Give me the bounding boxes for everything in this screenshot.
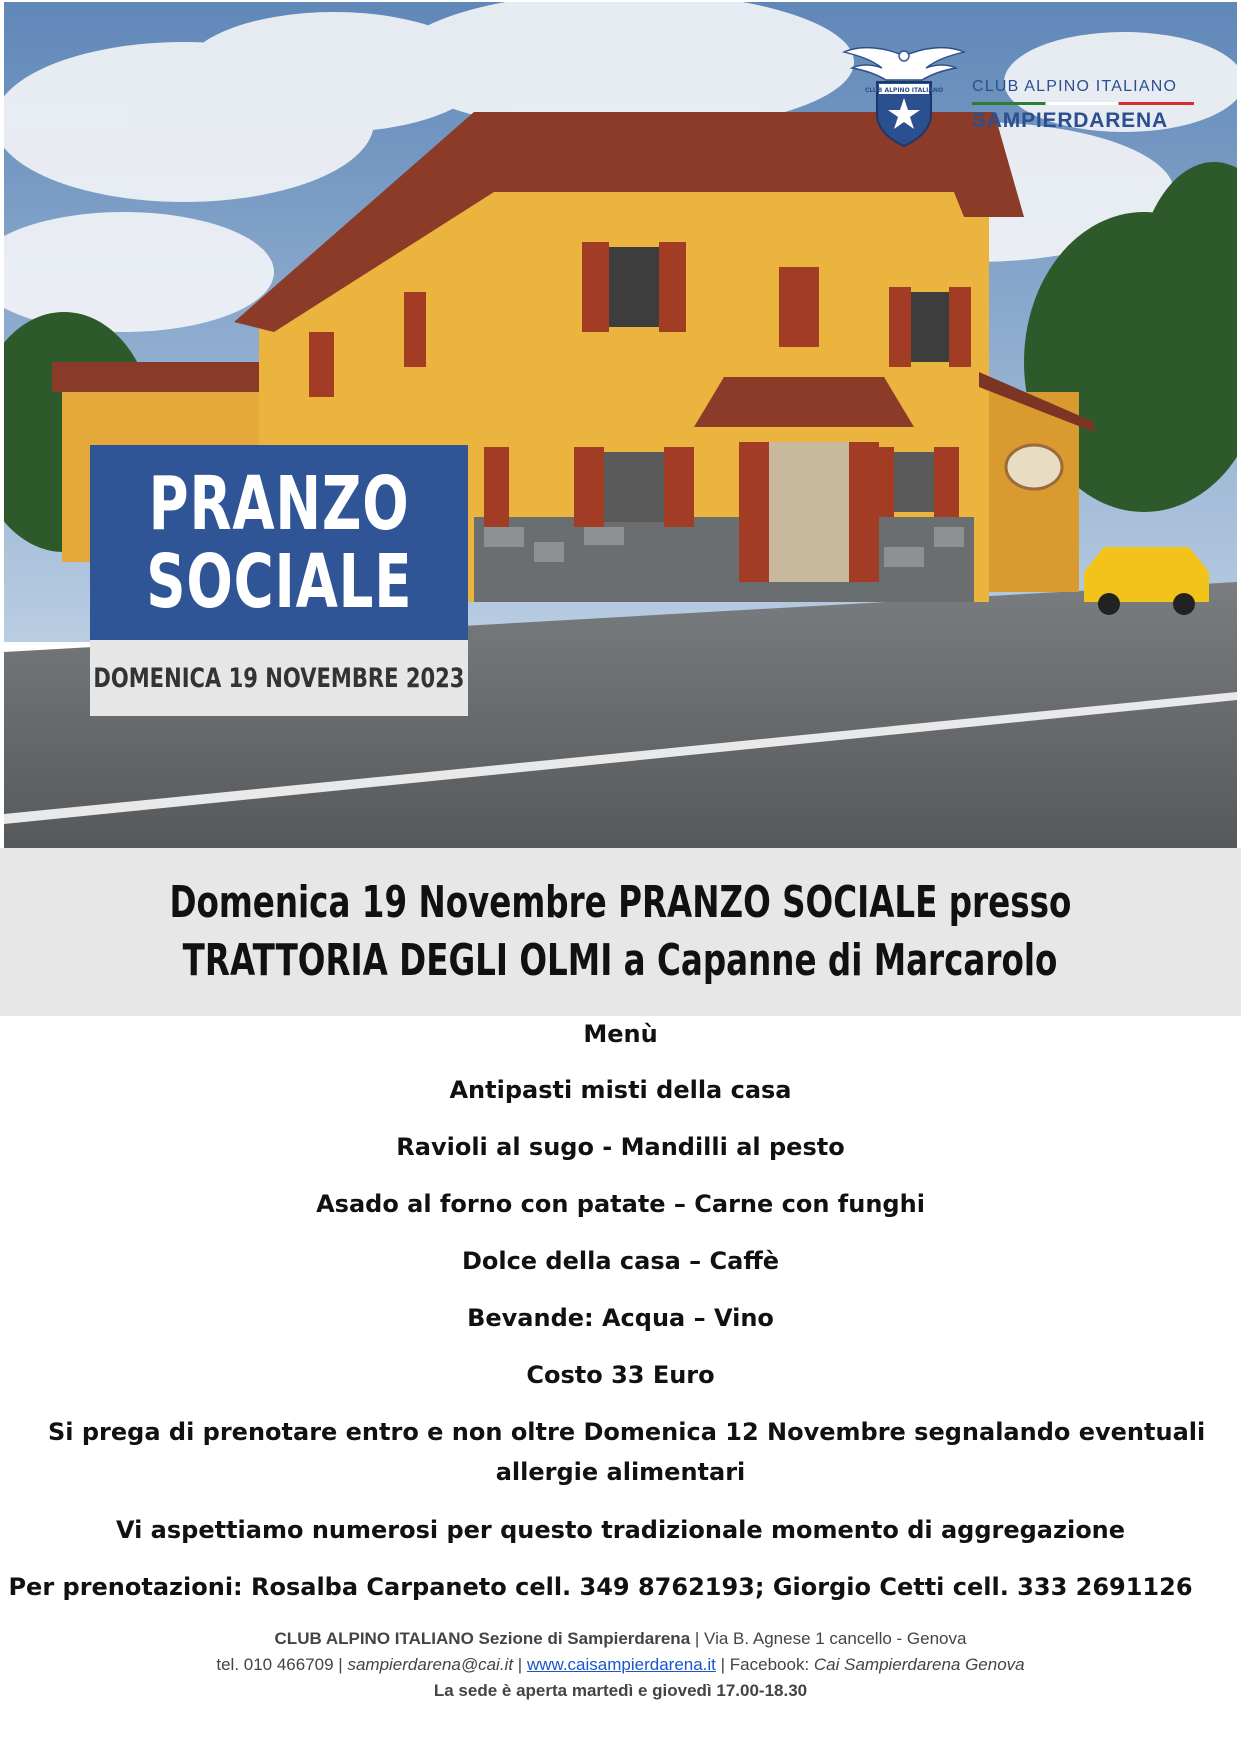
footer-facebook-label: Facebook: <box>729 1655 814 1674</box>
footer-separator: | <box>690 1629 705 1648</box>
headline-band <box>0 848 1241 1016</box>
footer-tel: tel. 010 466709 <box>216 1655 334 1674</box>
footer-address: Via B. Agnese 1 cancello - Genova <box>704 1629 967 1648</box>
invitation-text: Vi aspettiamo numerosi per questo tradizionale momento di aggregazione <box>115 1516 1126 1544</box>
footer-email[interactable]: sampierdarena@cai.it <box>347 1655 514 1674</box>
footer-hours: La sede è aperta martedì e giovedì 17.00-18.30 <box>433 1681 808 1700</box>
menu-item: Dolce della casa – Caffè <box>461 1247 780 1275</box>
logo-line1: CLUB ALPINO ITALIANO <box>972 78 1178 95</box>
date-box <box>90 640 468 716</box>
menu-item: Asado al forno con patate – Carne con funghi <box>316 1190 925 1218</box>
logo-line2: SAMPIERDARENA <box>972 109 1168 132</box>
menu-item: Antipasti misti della casa <box>449 1076 792 1104</box>
footer-website-link[interactable]: www.caisampierdarena.it <box>526 1655 716 1674</box>
emblem-badge-text: CLUB ALPINO ITALIANO <box>864 87 944 94</box>
footer-separator: | <box>513 1655 527 1674</box>
title-line2: SOCIALE <box>145 538 413 625</box>
hero-photo <box>4 2 1237 848</box>
menu-item: Ravioli al sugo - Mandilli al pesto <box>396 1133 845 1161</box>
footer-separator: | <box>715 1655 730 1674</box>
footer <box>0 1626 1241 1704</box>
logo-tricolor-rule <box>972 102 1194 105</box>
cai-logo <box>842 42 1202 152</box>
booking-notice-line2: allergie alimentari <box>495 1458 746 1486</box>
footer-separator: | <box>333 1655 348 1674</box>
footer-org: CLUB ALPINO ITALIANO Sezione di Sampierdarena <box>274 1629 691 1648</box>
menu-item: Bevande: Acqua – Vino <box>467 1304 774 1332</box>
footer-line1 <box>0 1626 1241 1652</box>
title-line1: PRANZO <box>148 460 410 547</box>
booking-notice-line1: Si prega di prenotare entro e non oltre Domenica 12 Novembre segnalando eventuali <box>48 1418 1206 1446</box>
title-box <box>90 445 468 640</box>
cai-emblem-icon <box>842 42 967 152</box>
headline-line2: TRATTORIA DEGLI OLMI a Capanne di Marcarolo <box>183 935 1058 986</box>
menu-heading: Menù <box>583 1020 658 1048</box>
event-date: DOMENICA 19 NOVEMBRE 2023 <box>93 662 465 694</box>
footer-facebook-page[interactable]: Cai Sampierdarena Genova <box>813 1655 1025 1674</box>
price: Costo 33 Euro <box>526 1361 715 1389</box>
booking-contacts: Per prenotazioni: Rosalba Carpaneto cell. 349 8762193; Giorgio Cetti cell. 333 2691126 <box>8 1573 1193 1601</box>
headline-line1: Domenica 19 Novembre PRANZO SOCIALE presso <box>169 877 1072 928</box>
footer-line2 <box>0 1652 1241 1678</box>
